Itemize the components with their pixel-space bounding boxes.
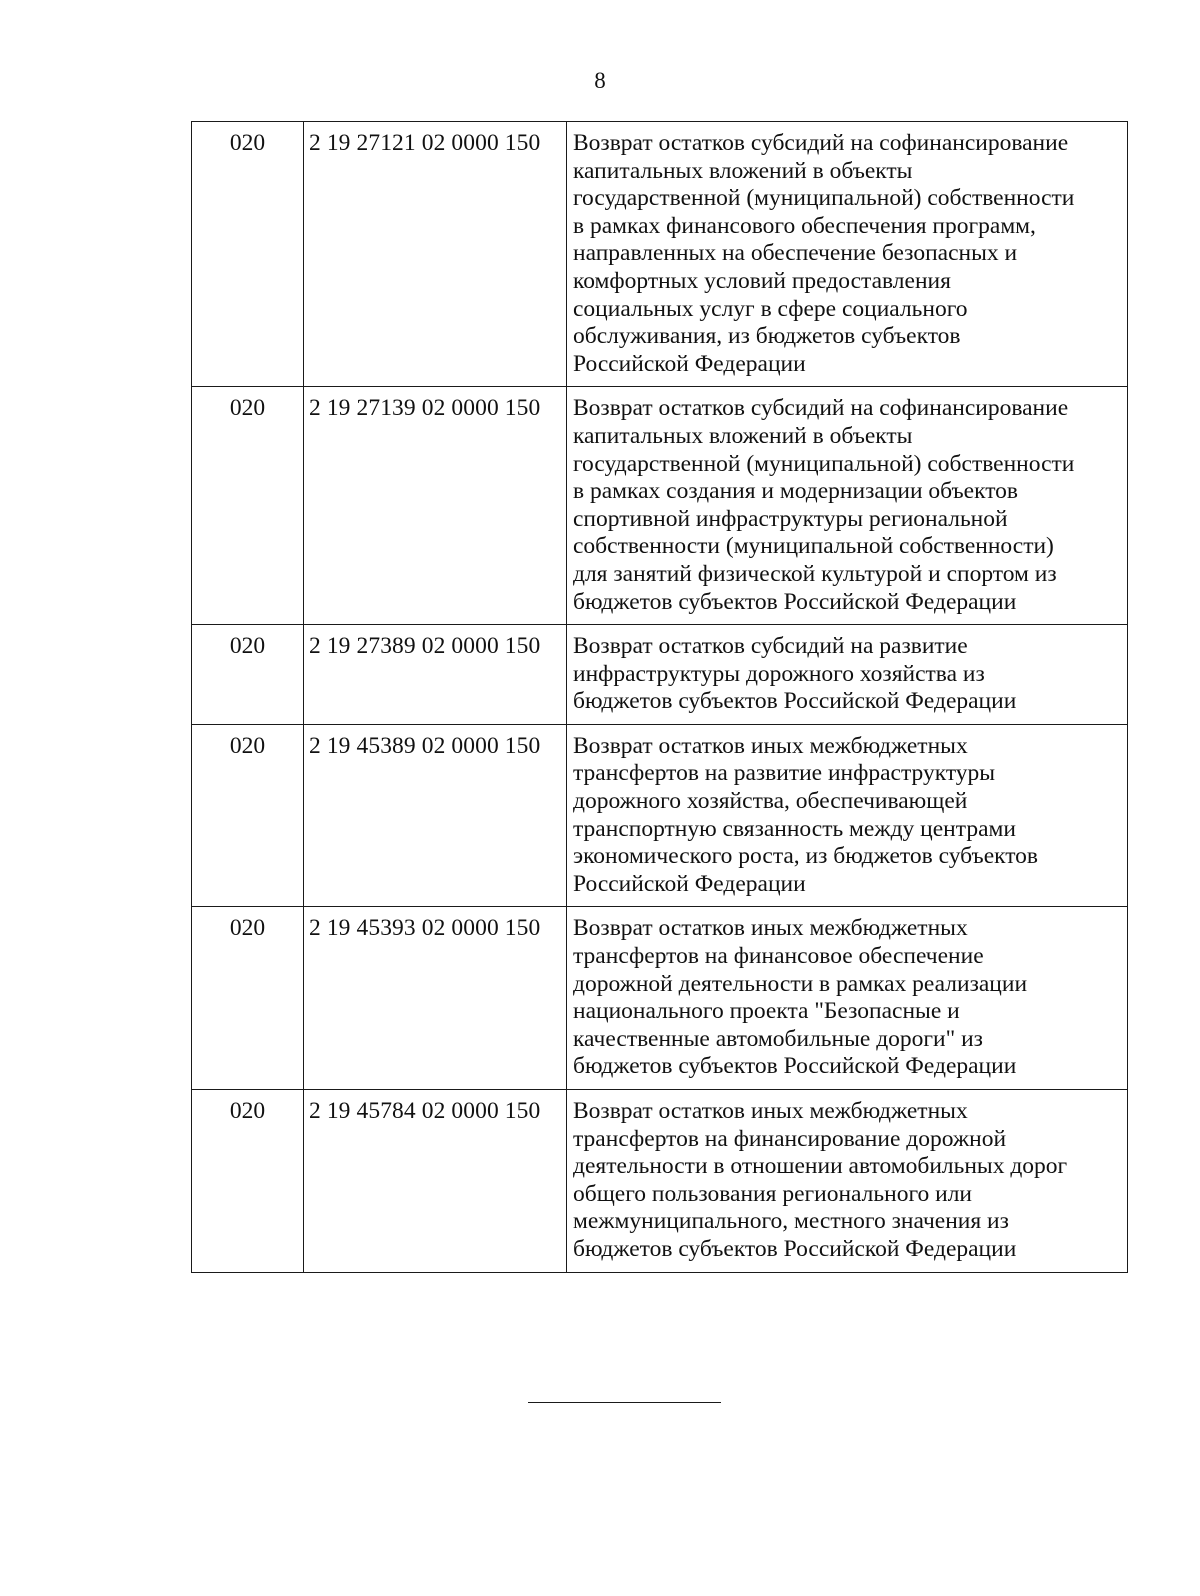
admin-code-cell: 020 bbox=[192, 1090, 304, 1273]
description-line: трансфертов на финансовое обеспечение bbox=[573, 943, 984, 970]
description-line: транспортную связанность между центрами bbox=[573, 815, 1016, 842]
description-line: инфраструктуры дорожного хозяйства из bbox=[573, 660, 985, 687]
description-line: дорожного хозяйства, обеспечивающей bbox=[573, 788, 968, 815]
description-line: экономического роста, из бюджетов субъектов bbox=[573, 843, 1039, 870]
description-line: для занятий физической культурой и спортом из bbox=[573, 560, 1057, 587]
description-line: социальных услуг в сфере социального bbox=[573, 295, 968, 322]
description-line: межмуниципального, местного значения из bbox=[573, 1208, 1009, 1235]
description-line: направленных на обеспечение безопасных и bbox=[573, 240, 1018, 267]
description-line: обслуживания, из бюджетов субъектов bbox=[573, 323, 961, 350]
description-line: бюджетов субъектов Российской Федерации bbox=[573, 588, 1017, 615]
description-line: Возврат остатков субсидий на софинансирование bbox=[573, 130, 1069, 156]
description-cell bbox=[567, 907, 1128, 1090]
budget-classification-code-cell: 2 19 45393 02 0000 150 bbox=[304, 907, 567, 1090]
description-line: комфортных условий предоставления bbox=[573, 267, 951, 294]
admin-code-cell: 020 bbox=[192, 122, 304, 387]
description-line: в рамках создания и модернизации объектов bbox=[573, 478, 1019, 505]
budget-classification-code-cell: 2 19 27121 02 0000 150 bbox=[304, 122, 567, 387]
table-row bbox=[192, 387, 1128, 625]
budget-classification-code-cell: 2 19 27389 02 0000 150 bbox=[304, 625, 567, 725]
description-line: Возврат остатков субсидий на софинансирование bbox=[573, 395, 1069, 422]
description-line: государственной (муниципальной) собственности bbox=[573, 185, 1075, 212]
description-line: бюджетов субъектов Российской Федерации bbox=[573, 1235, 1017, 1262]
table-row bbox=[192, 625, 1128, 725]
table-row bbox=[192, 122, 1128, 387]
page-number: 8 bbox=[594, 68, 606, 93]
description-line: трансфертов на финансирование дорожной bbox=[573, 1125, 1007, 1152]
description-line: в рамках финансового обеспечения программ, bbox=[573, 212, 1036, 239]
description-line: Возврат остатков иных межбюджетных bbox=[573, 915, 968, 942]
description-line: бюджетов субъектов Российской Федерации bbox=[573, 1053, 1017, 1080]
description-cell bbox=[567, 724, 1128, 907]
description-line: капитальных вложений в объекты bbox=[573, 422, 913, 449]
table-row bbox=[192, 724, 1128, 907]
admin-code-cell: 020 bbox=[192, 907, 304, 1090]
table-row bbox=[192, 1090, 1128, 1273]
admin-code-cell: 020 bbox=[192, 387, 304, 625]
footer-divider bbox=[528, 1402, 721, 1403]
description-line: капитальных вложений в объекты bbox=[573, 157, 913, 184]
table-body bbox=[192, 122, 1128, 1273]
description-cell bbox=[567, 387, 1128, 625]
admin-code-cell: 020 bbox=[192, 724, 304, 907]
description-line: спортивной инфраструктуры региональной bbox=[573, 505, 1008, 532]
description-cell bbox=[567, 625, 1128, 725]
description-line: бюджетов субъектов Российской Федерации bbox=[573, 688, 1017, 715]
description-line: Возврат остатков иных межбюджетных bbox=[573, 732, 968, 759]
description-line: трансфертов на развитие инфраструктуры bbox=[573, 760, 996, 787]
description-line: дорожной деятельности в рамках реализации bbox=[573, 970, 1028, 997]
budget-code-table bbox=[191, 121, 1128, 1273]
description-line: Возврат остатков иных межбюджетных bbox=[573, 1098, 968, 1124]
description-line: Возврат остатков субсидий на развитие bbox=[573, 633, 968, 660]
table-row bbox=[192, 907, 1128, 1090]
description-line: государственной (муниципальной) собственности bbox=[573, 450, 1075, 477]
budget-classification-code-cell: 2 19 27139 02 0000 150 bbox=[304, 387, 567, 625]
description-line: национального проекта "Безопасные и bbox=[573, 998, 960, 1025]
description-line: общего пользования регионального или bbox=[573, 1180, 973, 1207]
description-line: качественные автомобильные дороги" из bbox=[573, 1025, 983, 1052]
description-line: деятельности в отношении автомобильных дорог bbox=[573, 1153, 1068, 1180]
budget-classification-code-cell: 2 19 45389 02 0000 150 bbox=[304, 724, 567, 907]
description-line: Российской Федерации bbox=[573, 870, 806, 897]
description-line: собственности (муниципальной собственности) bbox=[573, 533, 1054, 560]
description-line: Российской Федерации bbox=[573, 350, 806, 377]
description-cell bbox=[567, 122, 1128, 387]
description-cell bbox=[567, 1090, 1128, 1273]
budget-classification-code-cell: 2 19 45784 02 0000 150 bbox=[304, 1090, 567, 1273]
admin-code-cell: 020 bbox=[192, 625, 304, 725]
